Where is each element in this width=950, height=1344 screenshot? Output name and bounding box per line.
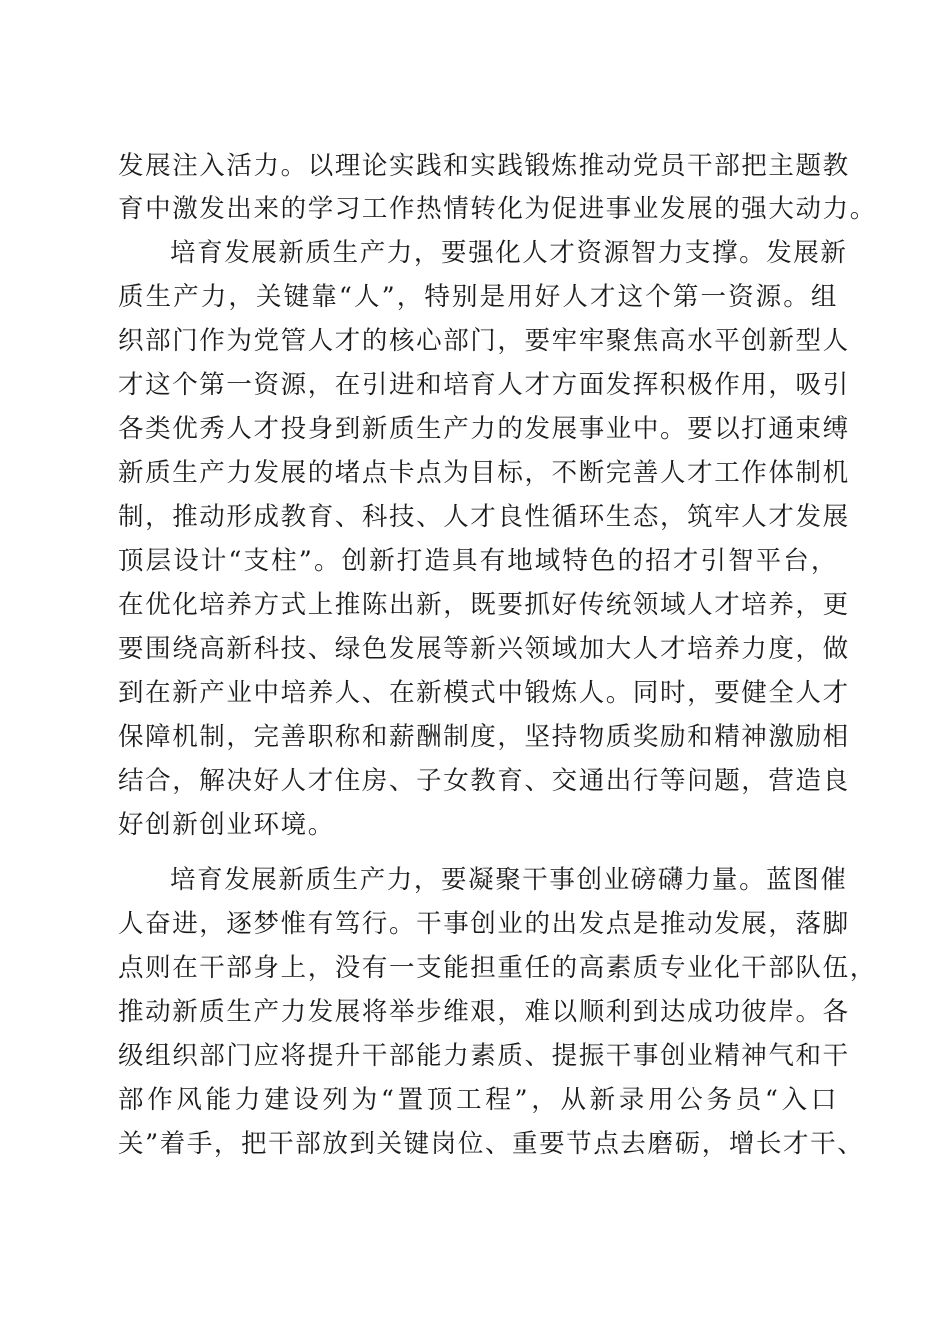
paragraph-line: 关”着手，把干部放到关键岗位、重要节点去磨砺，增长才干、 — [118, 1129, 865, 1159]
paragraph-line: 结合，解决好人才住房、子女教育、交通出行等问题，营造良 — [118, 766, 850, 796]
paragraph-line: 育中激发出来的学习工作热情转化为促进事业发展的强大动力。 — [118, 194, 877, 224]
paragraph-line: 新质生产力发展的堵点卡点为目标，不断完善人才工作体制机 — [118, 458, 850, 488]
paragraph-line: 人奋进，逐梦惟有笃行。干事创业的出发点是推动发展，落脚 — [118, 909, 850, 939]
paragraph-line: 要围绕高新科技、绿色发展等新兴领域加大人才培养力度，做 — [118, 634, 850, 664]
paragraph-line: 在优化培养方式上推陈出新，既要抓好传统领域人才培养，更 — [118, 590, 850, 620]
paragraph-line: 到在新产业中培养人、在新模式中锻炼人。同时，要健全人才 — [118, 678, 850, 708]
paragraph-first-line: 培育发展新质生产力，要强化人才资源智力支撑。发展新 — [170, 238, 848, 268]
paragraph-line: 顶层设计“支柱”。创新打造具有地域特色的招才引智平台， — [118, 546, 838, 576]
paragraph-line: 才这个第一资源，在引进和培育人才方面发挥积极作用，吸引 — [118, 370, 850, 400]
paragraph-first-line: 培育发展新质生产力，要凝聚干事创业磅礴力量。蓝图催 — [170, 865, 848, 895]
paragraph-line: 制，推动形成教育、科技、人才良性循环生态，筑牢人才发展 — [118, 502, 850, 532]
paragraph-line: 推动新质生产力发展将举步维艰，难以顺利到达成功彼岸。各 — [118, 997, 850, 1027]
paragraph-last-line: 好创新创业环境。 — [118, 810, 335, 840]
paragraph-line: 质生产力，关键靠“人”，特别是用好人才这个第一资源。组 — [118, 282, 838, 312]
paragraph-line: 发展注入活力。以理论实践和实践锻炼推动党员干部把主题教 — [118, 151, 850, 181]
paragraph-line: 织部门作为党管人才的核心部门，要牢牢聚焦高水平创新型人 — [118, 326, 850, 356]
paragraph-line: 各类优秀人才投身到新质生产力的发展事业中。要以打通束缚 — [118, 414, 850, 444]
paragraph-line: 级组织部门应将提升干部能力素质、提振干事创业精神气和干 — [118, 1041, 850, 1071]
paragraph-line: 保障机制，完善职称和薪酬制度，坚持物质奖励和精神激励相 — [118, 722, 850, 752]
paragraph-line: 部作风能力建设列为“置顶工程”，从新录用公务员“入口 — [118, 1085, 838, 1115]
paragraph-line: 点则在干部身上，没有一支能担重任的高素质专业化干部队伍， — [118, 953, 877, 983]
